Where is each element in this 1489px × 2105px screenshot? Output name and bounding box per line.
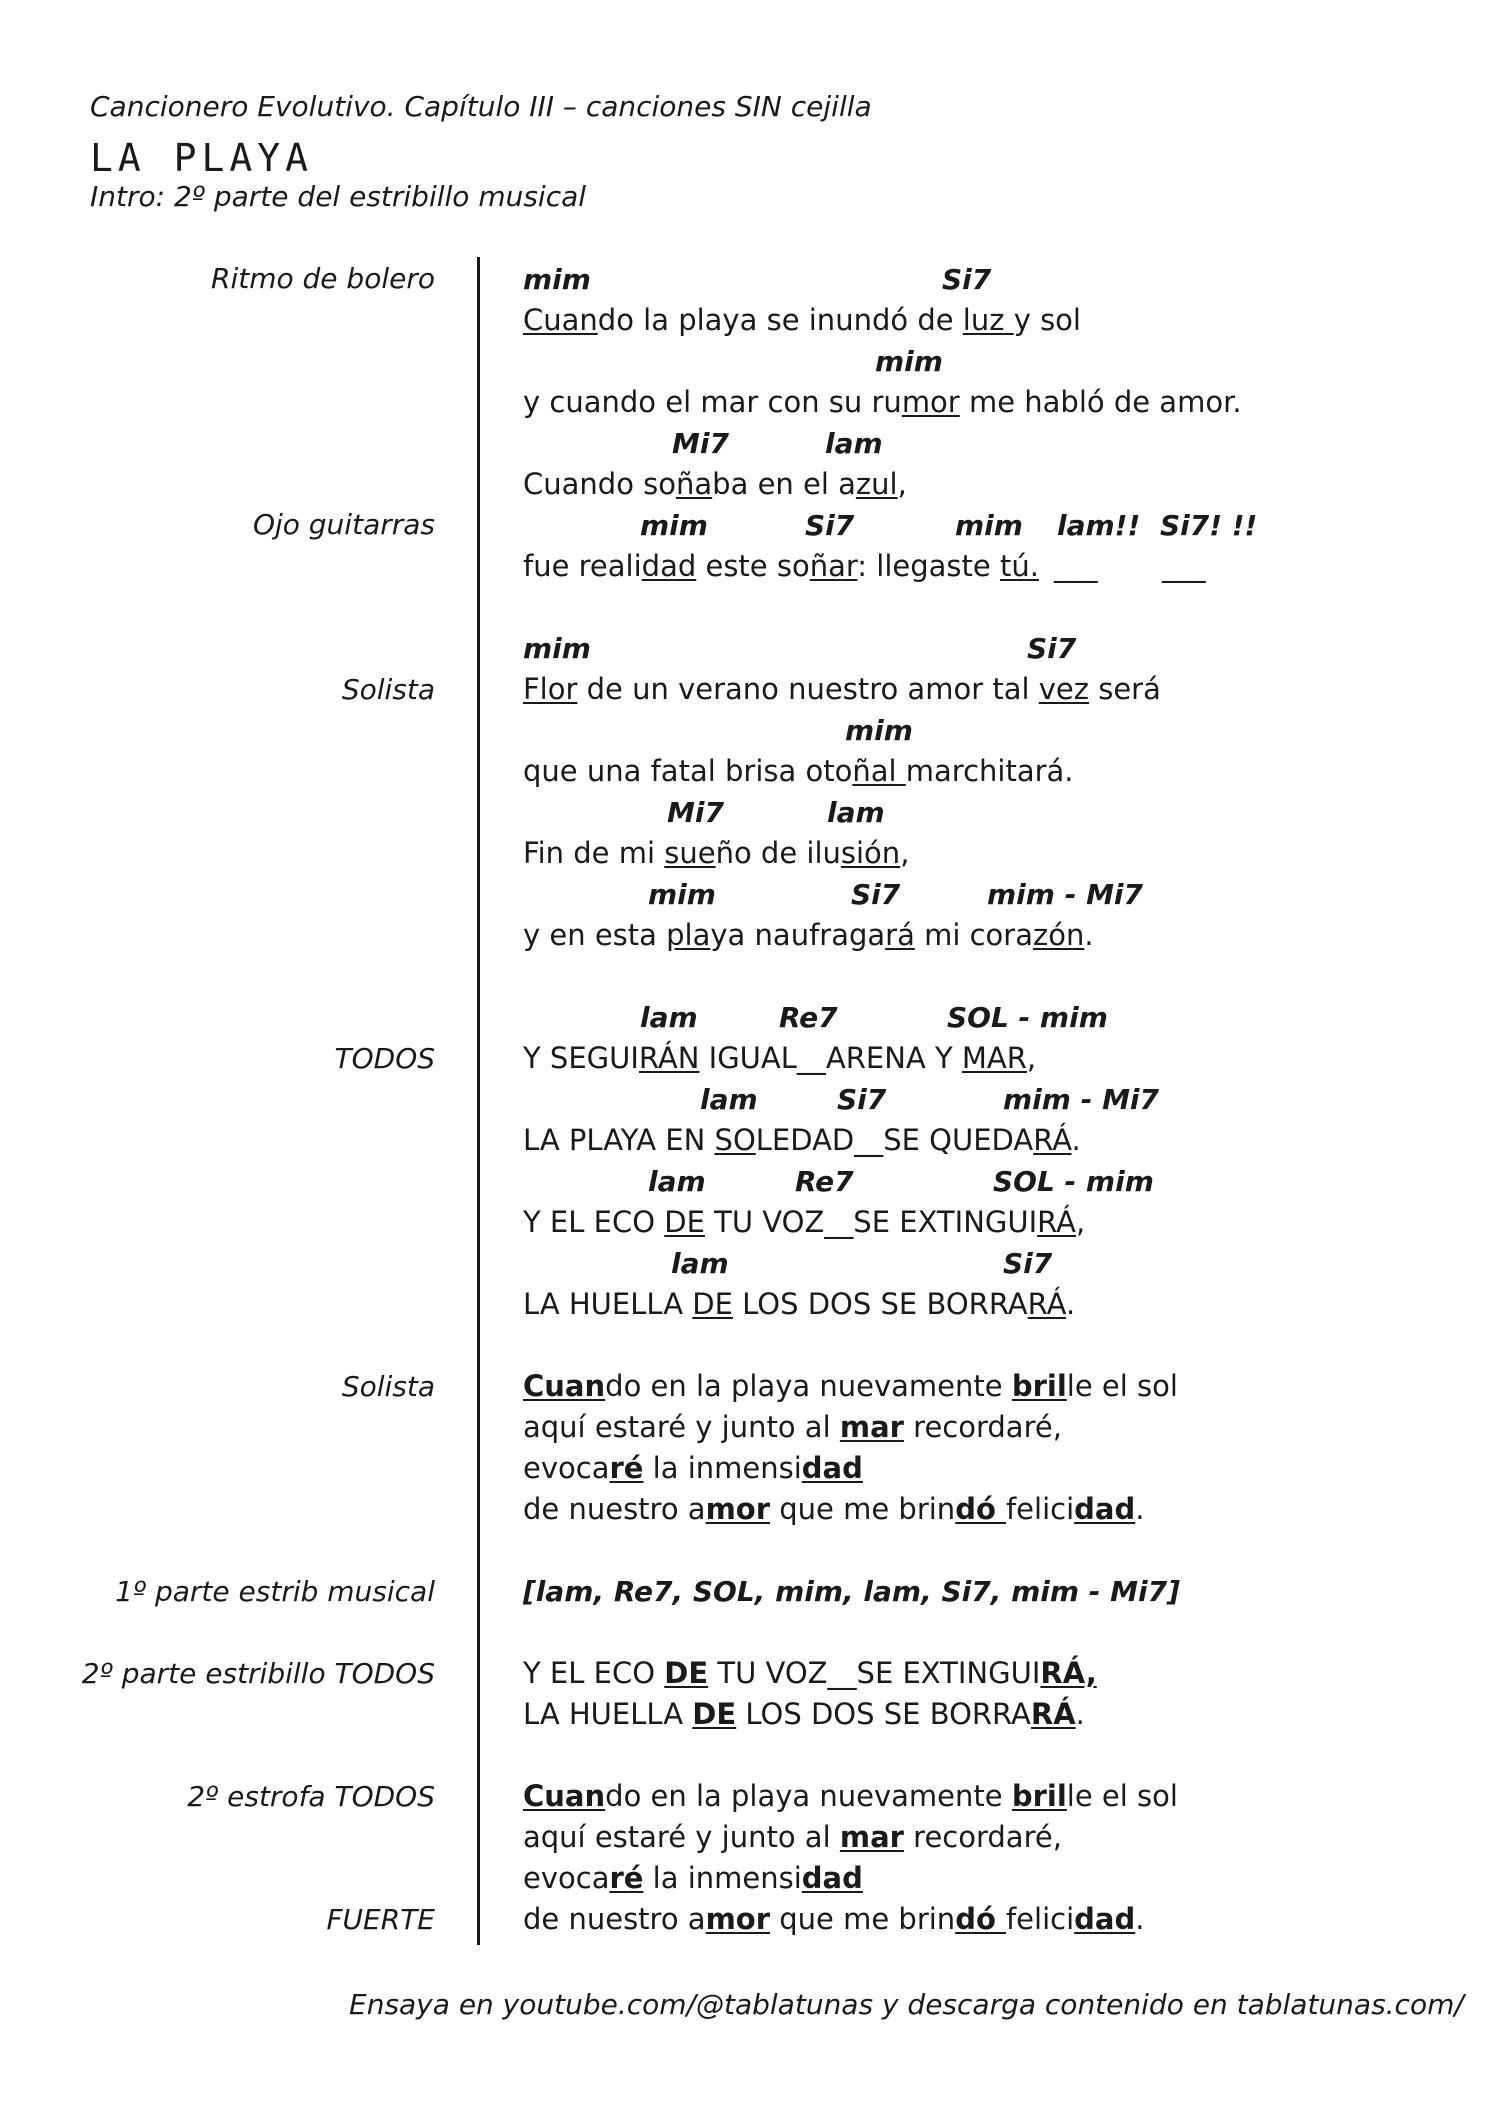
lyric-text: LA HUELLA DE LOS DOS SE BORRARÁ.: [523, 1697, 1085, 1731]
lyric-text: fue realidad este soñar: llegaste tú.: [523, 549, 1039, 583]
chord: mim: [955, 509, 1023, 542]
chord: SOL - mim: [947, 1001, 1108, 1034]
cue-label: Solista: [341, 673, 435, 706]
chord: Si7: [1003, 1247, 1053, 1280]
lyric-line: [0, 1284, 1489, 1325]
lyric-line: [0, 1776, 1489, 1817]
chord: Re7: [795, 1165, 854, 1198]
lyric-text: Y EL ECO DE TU VOZ__SE EXTINGUIRÁ,: [523, 1205, 1086, 1239]
lyric-text: aquí estaré y junto al mar recordaré,: [523, 1410, 1062, 1444]
chord: Mi7: [672, 427, 729, 460]
lyric-text: Cuando soñaba en el azul,: [523, 467, 907, 501]
lyric-text: que una fatal brisa otoñal marchitará.: [523, 754, 1074, 788]
cue-label: TODOS: [334, 1042, 435, 1075]
lyric-line: [0, 382, 1489, 423]
chord: Si7: [1027, 632, 1077, 665]
chord: lam: [671, 1247, 729, 1280]
lyric-line: [0, 1694, 1489, 1735]
lyric-text: Cuando en la playa nuevamente brille el sol: [523, 1779, 1178, 1813]
chord-line: [0, 341, 1489, 382]
cue-label: FUERTE: [326, 1903, 435, 1936]
lyric-line: [0, 833, 1489, 874]
chord: lam: [700, 1083, 758, 1116]
lyric-text: de nuestro amor que me brindó felicidad.: [523, 1492, 1145, 1526]
chord-line: [0, 505, 1489, 546]
lyric-line: [0, 300, 1489, 341]
chord-line: [0, 259, 1489, 300]
lyric-line: [0, 1448, 1489, 1489]
lyric-line: [0, 1817, 1489, 1858]
chord-line: [0, 1161, 1489, 1202]
songbook-subtitle: Cancionero Evolutivo. Capítulo III – canciones SIN cejilla: [90, 90, 872, 123]
lyric-line: [0, 1653, 1489, 1694]
chord: lam: [827, 796, 885, 829]
chord-line: [0, 792, 1489, 833]
lyric-text: Y EL ECO DE TU VOZ__SE EXTINGUIRÁ,: [523, 1656, 1097, 1690]
chord: mim: [523, 263, 591, 296]
lyric-text: LA HUELLA DE LOS DOS SE BORRARÁ.: [523, 1287, 1076, 1321]
lyric-line: [0, 1489, 1489, 1530]
chord: SOL - mim: [993, 1165, 1154, 1198]
lyric-line: [0, 1038, 1489, 1079]
lyric-line: [0, 1120, 1489, 1161]
lyric-text: y en esta playa naufragará mi corazón.: [523, 918, 1094, 952]
lyric-text: evocaré la inmensidad: [523, 1861, 863, 1895]
lyric-text: aquí estaré y junto al mar recordaré,: [523, 1820, 1062, 1854]
lyric-line: [0, 1899, 1489, 1940]
chord: mim - Mi7: [987, 878, 1144, 911]
cue-label: 2º parte estribillo TODOS: [81, 1657, 435, 1690]
lyric-text: Flor de un verano nuestro amor tal vez será: [523, 672, 1161, 706]
chord: lam!!: [1057, 509, 1141, 542]
chord: mim: [845, 714, 913, 747]
cue-label: Ritmo de bolero: [211, 262, 435, 295]
chord-line: [0, 423, 1489, 464]
lyric-text: de nuestro amor que me brindó felicidad.: [523, 1902, 1145, 1936]
cue-label: 1º parte estrib musical: [115, 1575, 435, 1608]
chord: mim: [648, 878, 716, 911]
lyric-text: evocaré la inmensidad: [523, 1451, 863, 1485]
lyric-text: Cuando la playa se inundó de luz y sol: [523, 303, 1081, 337]
lyric-line: [0, 751, 1489, 792]
beat-blank: ___: [1054, 549, 1098, 583]
lyric-text: y cuando el mar con su rumor me habló de amor.: [523, 385, 1242, 419]
chord-line: [0, 1243, 1489, 1284]
lyric-line: [0, 464, 1489, 505]
lyric-line: [0, 1202, 1489, 1243]
lyric-line: [0, 1858, 1489, 1899]
chord: Si7: [837, 1083, 887, 1116]
chord: mim: [875, 345, 943, 378]
chord: Si7: [805, 509, 855, 542]
chord: Si7! !!: [1160, 509, 1258, 542]
lyric-text: Fin de mi sueño de ilusión,: [523, 836, 910, 870]
chord: Si7: [851, 878, 901, 911]
chord: mim - Mi7: [1003, 1083, 1160, 1116]
chord: mim: [523, 632, 591, 665]
chord: mim: [640, 509, 708, 542]
cue-label: Solista: [341, 1370, 435, 1403]
chord: Mi7: [667, 796, 724, 829]
chord: lam: [825, 427, 883, 460]
chord: lam: [648, 1165, 706, 1198]
chord-line: [0, 1079, 1489, 1120]
lyric-line: [0, 1407, 1489, 1448]
chord-line: [0, 628, 1489, 669]
chord: Si7: [942, 263, 992, 296]
footer-note: Ensaya en youtube.com/@tablatunas y descarga contenido en tablatunas.com/: [349, 1988, 1464, 2021]
interlude-chords: [lam, Re7, SOL, mim, lam, Si7, mim - Mi7]: [523, 1575, 1180, 1608]
cue-label: 2º estrofa TODOS: [187, 1780, 435, 1813]
cue-label: Ojo guitarras: [252, 508, 435, 541]
chord-line: [0, 997, 1489, 1038]
lyric-line: [0, 915, 1489, 956]
lyric-text: Y SEGUIRÁN IGUAL__ARENA Y MAR,: [523, 1041, 1037, 1075]
lyric-line: [0, 546, 1489, 587]
chord-line: [0, 710, 1489, 751]
lyric-line: [0, 1366, 1489, 1407]
lyric-text: LA PLAYA EN SOLEDAD__SE QUEDARÁ.: [523, 1123, 1081, 1157]
chord-line: [0, 874, 1489, 915]
song-title: LA PLAYA: [90, 136, 314, 180]
lyric-line: [0, 669, 1489, 710]
chord: Re7: [779, 1001, 838, 1034]
lyric-text: Cuando en la playa nuevamente brille el sol: [523, 1369, 1178, 1403]
beat-blank: ___: [1162, 549, 1206, 583]
intro-note: Intro: 2º parte del estribillo musical: [90, 180, 587, 213]
chord: lam: [640, 1001, 698, 1034]
